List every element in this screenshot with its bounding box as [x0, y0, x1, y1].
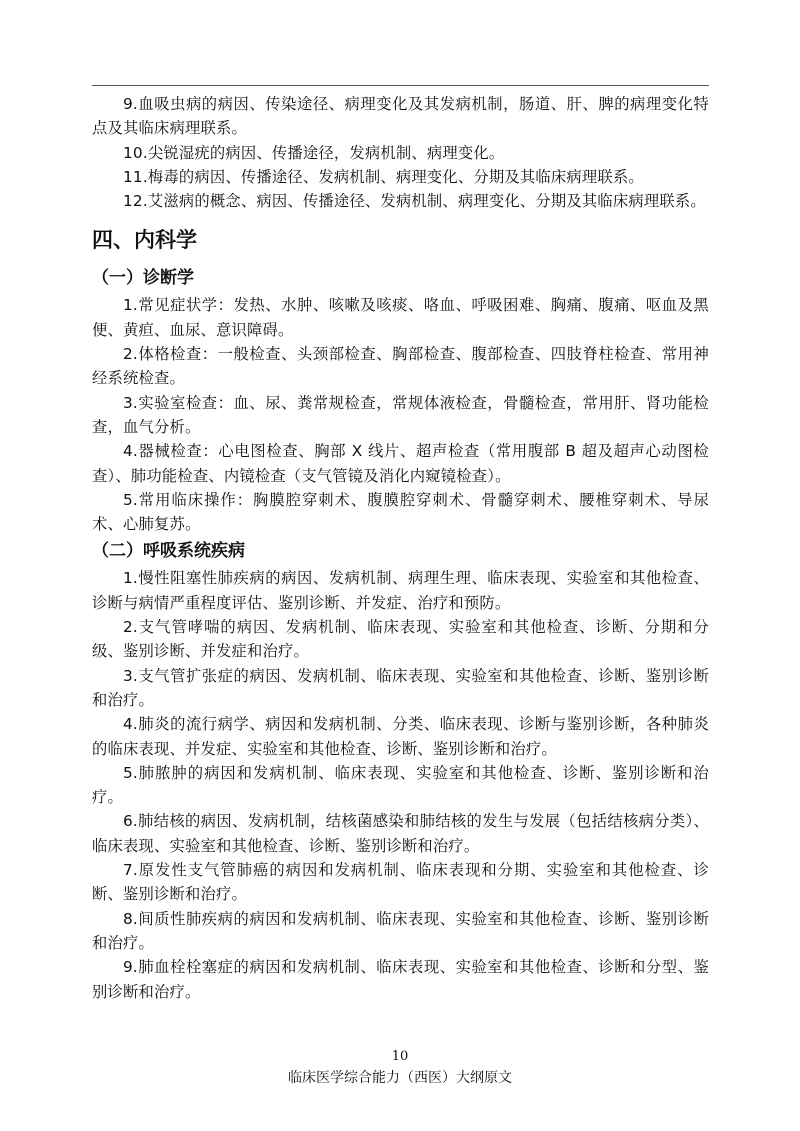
respiratory-item-8: 8.间质性肺疾病的病因和发病机制、临床表现、实验室和其他检查、诊断、鉴别诊断和治疗。 — [92, 909, 709, 952]
pathology-item-11: 11.梅毒的病因、传播途径、发病机制、病理变化、分期及其临床病理联系。 — [123, 167, 644, 186]
pathology-item-10: 10.尖锐湿疣的病因、传播途径，发病机制、病理变化。 — [123, 143, 505, 162]
pathology-item-9: 9.血吸虫病的病因、传染途径、病理变化及其发病机制，肠道、肝、脾的病理变化特点及其临床病理联系。 — [92, 95, 709, 138]
diagnostics-item-4: 4.器械检查：心电图检查、胸部 X 线片、超声检查（常用腹部 B 超及超声心动图检查）、肺功能检查、内镜检查（支气管镜及消化内窥镜检查）。 — [92, 442, 709, 485]
respiratory-item-1: 1.慢性阻塞性肺疾病的病因、发病机制、病理生理、临床表现、实验室和其他检查、诊断与病情严重程度评估、鉴别诊断、并发症、治疗和预防。 — [92, 569, 709, 612]
respiratory-item-3: 3.支气管扩张症的病因、发病机制、临床表现、实验室和其他检查、诊断、鉴别诊断和治疗。 — [92, 666, 709, 709]
header-rule — [92, 85, 709, 86]
diagnostics-item-3: 3.实验室检查：血、尿、粪常规检查，常规体液检查，骨髓检查，常用肝、肾功能检查，血气分析。 — [92, 393, 709, 436]
respiratory-item-6: 6.肺结核的病因、发病机制，结核菌感染和肺结核的发生与发展（包括结核病分类）、临床表现、实验室和其他检查、诊断、鉴别诊断和治疗。 — [92, 812, 709, 855]
diagnostics-item-1: 1.常见症状学：发热、水肿、咳嗽及咳痰、咯血、呼吸困难、胸痛、腹痛、呕血及黑便、黄疸、血尿、意识障碍。 — [92, 296, 709, 339]
respiratory-item-7: 7.原发性支气管肺癌的病因和发病机制、临床表现和分期、实验室和其他检查、诊断、鉴别诊断和治疗。 — [92, 861, 709, 904]
page-number: 10 — [391, 1049, 409, 1064]
respiratory-item-9: 9.肺血栓栓塞症的病因和发病机制、临床表现、实验室和其他检查、诊断和分型、鉴别诊断和治疗。 — [92, 958, 709, 1001]
section-heading-internal-medicine: 四、内科学 — [92, 227, 197, 253]
respiratory-item-4: 4.肺炎的流行病学、病因和发病机制、分类、临床表现、诊断与鉴别诊断，各种肺炎的临床表现、并发症、实验室和其他检查、诊断、鉴别诊断和治疗。 — [92, 715, 709, 758]
subsection-heading-diagnostics: （一）诊断学 — [92, 268, 194, 289]
subsection-heading-respiratory: （二）呼吸系统疾病 — [92, 541, 245, 562]
footer-title: 临床医学综合能力（西医）大纲原文 — [288, 1070, 512, 1086]
respiratory-item-5: 5.肺脓肿的病因和发病机制、临床表现、实验室和其他检查、诊断、鉴别诊断和治疗。 — [92, 763, 709, 807]
respiratory-item-2: 2.支气管哮喘的病因、发病机制、临床表现、实验室和其他检查、诊断、分期和分级、鉴别诊断、并发症和治疗。 — [92, 618, 709, 661]
diagnostics-item-2: 2.体格检查：一般检查、头颈部检查、胸部检查、腹部检查、四肢脊柱检查、常用神经系统检查。 — [92, 345, 709, 388]
page-content — [92, 92, 709, 1004]
pathology-item-12: 12.艾滋病的概念、病因、传播途径、发病机制、病理变化、分期及其临床病理联系。 — [123, 192, 706, 211]
diagnostics-item-5: 5.常用临床操作：胸膜腔穿刺术、腹膜腔穿刺术、骨髓穿刺术、腰椎穿刺术、导尿术、心肺复苏。 — [92, 490, 709, 534]
